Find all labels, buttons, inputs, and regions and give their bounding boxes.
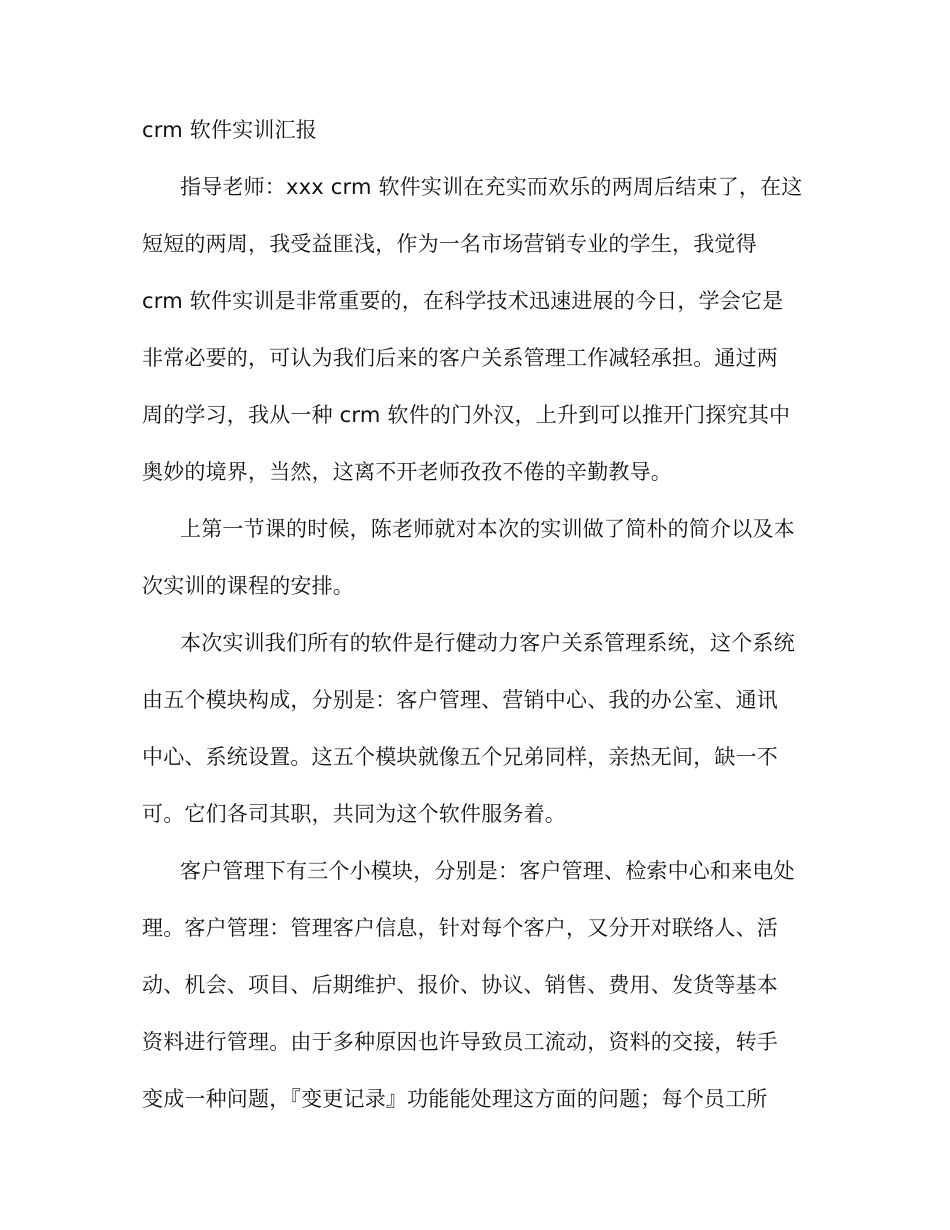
paragraph-line: 理。客户管理：管理客户信息，针对每个客户，又分开对联络人、活 (142, 916, 778, 940)
paragraph-line: 上第一节课的时候，陈老师就对本次的实训做了简朴的简介以及本 (180, 517, 795, 541)
paragraph-line: 可。它们各司其职，共同为这个软件服务着。 (142, 802, 566, 826)
paragraph-line: 奥妙的境界，当然，这离不开老师孜孜不倦的辛勤教导。 (142, 460, 672, 484)
paragraph-line: crm 软件实训是非常重要的，在科学技术迅速进展的今日，学会它是 (142, 289, 784, 313)
paragraph-line: 资料进行管理。由于多种原因也许导致员工流动，资料的交接，转手 (142, 1030, 778, 1054)
paragraph-line: 动、机会、项目、后期维护、报价、协议、销售、费用、发货等基本 (142, 973, 778, 997)
document-title: crm 软件实训汇报 (142, 118, 317, 142)
paragraph-line: 客户管理下有三个小模块，分别是：客户管理、检索中心和来电处 (180, 859, 795, 883)
paragraph-line: 中心、系统设置。这五个模块就像五个兄弟同样，亲热无间，缺一不 (142, 745, 778, 769)
paragraph-line: 短短的两周，我受益匪浅，作为一名市场营销专业的学生，我觉得 (142, 232, 757, 256)
paragraph-line: 指导老师：xxx crm 软件实训在充实而欢乐的两周后结束了，在这 (180, 175, 803, 199)
paragraph-line: 由五个模块构成，分别是：客户管理、营销中心、我的办公室、通讯 (142, 688, 778, 712)
paragraph-line: 次实训的课程的安排。 (142, 574, 354, 598)
paragraph-line: 周的学习，我从一种 crm 软件的门外汉，上升到可以推开门探究其中 (142, 403, 791, 427)
paragraph-line: 本次实训我们所有的软件是行健动力客户关系管理系统，这个系统 (180, 631, 795, 655)
paragraph-line: 非常必要的，可认为我们后来的客户关系管理工作减轻承担。通过两 (142, 346, 778, 370)
paragraph-line: 变成一种问题，『变更记录』功能能处理这方面的问题；每个员工所 (142, 1087, 768, 1111)
